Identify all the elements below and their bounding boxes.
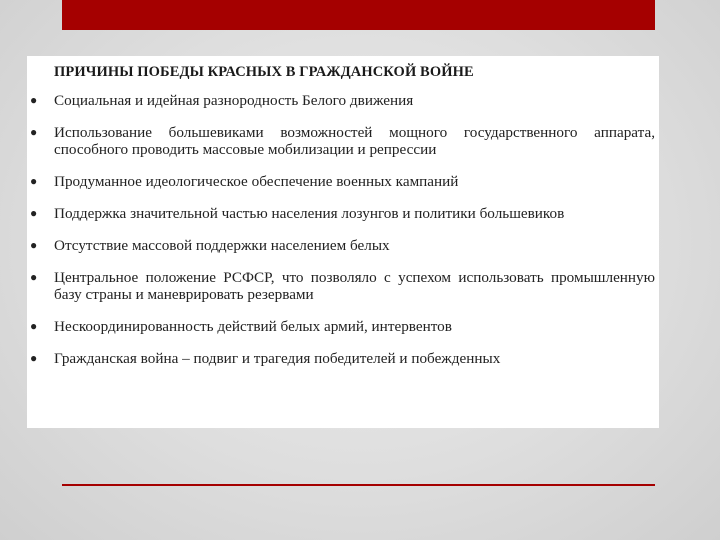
bullet-icon: ● <box>30 319 38 333</box>
bottom-accent-rule <box>62 484 655 486</box>
list-item <box>27 350 655 367</box>
top-accent-bar <box>62 0 655 30</box>
reason-text: Использование большевиками возможностей мощного государственного аппарата, способного проводить массовые мобилизации и репрессии <box>54 124 655 158</box>
bullet-icon: ● <box>30 238 38 252</box>
list-item <box>27 269 655 303</box>
reason-text: Центральное положение РСФСР, что позволяло с успехом использовать промышленную базу страны и маневрировать резервами <box>54 269 655 303</box>
slide-title: ПРИЧИНЫ ПОБЕДЫ КРАСНЫХ В ГРАЖДАНСКОЙ ВОЙНЕ <box>54 64 474 80</box>
bullet-icon: ● <box>30 270 38 284</box>
bullet-icon: ● <box>30 174 38 188</box>
list-item <box>27 124 655 158</box>
reason-text: Гражданская война – подвиг и трагедия победителей и побежденных <box>54 350 501 367</box>
bullet-icon: ● <box>30 206 38 220</box>
reason-text: Нескоординированность действий белых армий, интервентов <box>54 318 452 335</box>
list-item <box>27 205 655 222</box>
bullet-icon: ● <box>30 125 38 139</box>
reasons-list <box>27 92 655 367</box>
reason-text: Социальная и идейная разнородность Белого движения <box>54 92 414 109</box>
bullet-icon: ● <box>30 351 38 365</box>
reason-text: Поддержка значительной частью населения лозунгов и политики большевиков <box>54 205 565 222</box>
reason-text: Отсутствие массовой поддержки населением белых <box>54 237 390 254</box>
list-item <box>27 173 655 190</box>
list-item <box>27 92 655 109</box>
bullet-icon: ● <box>30 93 38 107</box>
list-item <box>27 318 655 335</box>
reason-text: Продуманное идеологическое обеспечение военных кампаний <box>54 173 459 190</box>
list-item <box>27 237 655 254</box>
slide-content-image <box>27 56 659 428</box>
